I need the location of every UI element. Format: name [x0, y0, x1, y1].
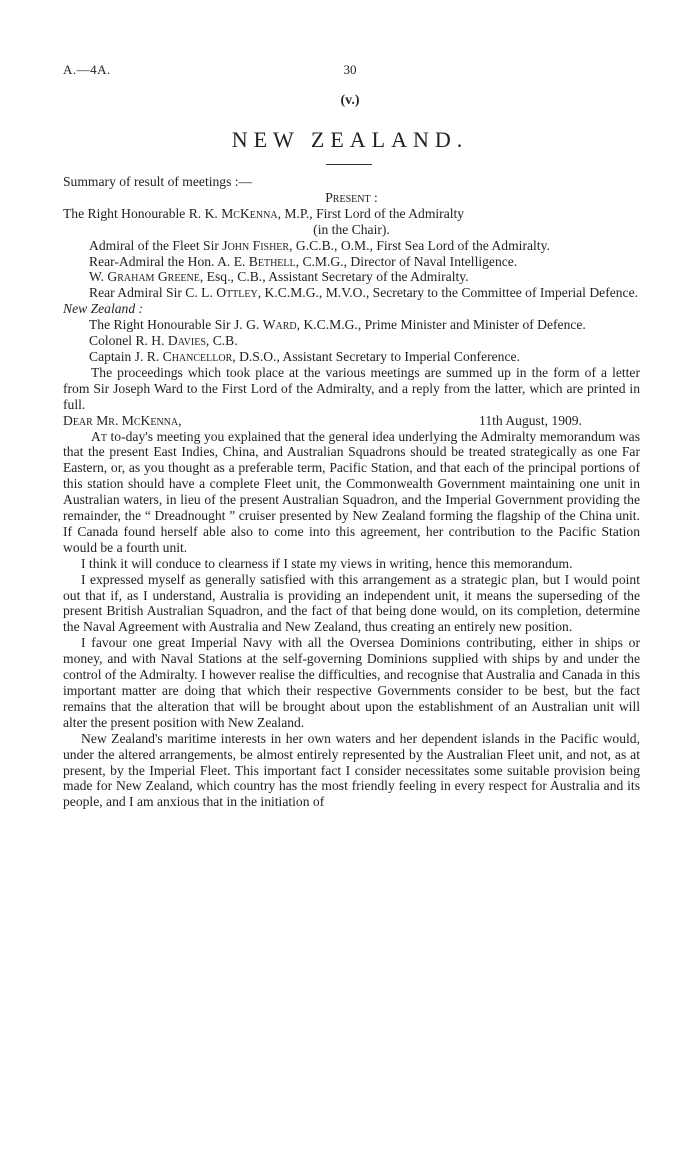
attendee-entry	[63, 349, 640, 365]
chair-suffix: , M.P., First Lord of the Admiralty	[277, 205, 465, 221]
attendee-entry	[63, 238, 640, 254]
title-rule	[326, 164, 372, 165]
attendee-suffix: , K.C.M.G., M.V.O., Secretary to the Committee of Imperial Defence.	[257, 285, 639, 301]
letter-header	[63, 413, 640, 429]
nz-attendee-list	[63, 317, 640, 365]
attendee-entry	[63, 333, 640, 349]
paragraph-text: to-day's meeting you explained that the general idea underlying the Admiralty memorandum was that the present East Indies, China, and Australian Squadrons should be treated strategically as one Far Eastern, or, as you thought as a preferable term, Pacific Station, and that each of the principal portions of this station should have a complete Fleet unit, the Commonwealth Government maintaining one unit in Australian waters, in lieu of the present Australian Squadron, and the Imperial Government providing the remainder, the “ Dreadnought ” cruiser presented by New Zealand forming the flagship of the China unit. If Canada found herself able also to come into this agreement, her contribution to the Pacific Station would be a fourth unit.	[63, 428, 640, 555]
chair-prefix: The Right Honourable R. K.	[63, 205, 222, 221]
attendee-prefix: W.	[89, 269, 108, 285]
attendee-prefix: Admiral of the Fleet Sir	[89, 237, 223, 253]
attendee-suffix: , D.S.O., Assistant Secretary to Imperial Conference.	[232, 348, 520, 364]
attendee-entry	[63, 285, 640, 301]
opening-word: At	[91, 428, 107, 444]
attendee-name: John Fisher	[222, 237, 290, 253]
chair-note: (in the Chair).	[313, 221, 390, 237]
attendee-entry	[63, 317, 640, 333]
attendee-name: Graham Greene	[107, 269, 200, 285]
attendee-prefix: Colonel R. H.	[89, 333, 168, 349]
letter-date: 11th August, 1909.	[479, 412, 582, 428]
proceedings-paragraph: The proceedings which took place at the various meetings are summed up in the form of a letter from Sir Joseph Ward to the First Lord of the Admiralty, and a reply from the latter, which are printed in full.	[63, 364, 640, 412]
present-heading: Present :	[325, 189, 378, 205]
intro-line: Summary of result of meetings :—	[63, 174, 253, 189]
attendee-suffix: , C.M.G., Director of Naval Intelligence.	[295, 253, 518, 269]
attendee-name: Chancellor	[162, 348, 233, 364]
section-number: (v.)	[340, 93, 360, 108]
letter-paragraph: New Zealand's maritime interests in her own waters and her dependent islands in the Pacific would, under the altered arrangements, be almost entirely represented by the Australian Fleet unit, and not, as at present, by the Imperial Fleet. This important fact I consider necessitates some suitable provision being made for New Zealand, which country has the most friendly feeling in every respect for Australia and its people, and I am anxious that in the initiation of	[63, 730, 640, 810]
letter-paragraph	[63, 429, 640, 556]
letter-salutation: Dear Mr. McKenna,	[63, 412, 182, 428]
attendee-prefix: The Right Honourable Sir J. G.	[89, 317, 263, 333]
letter-paragraph: I think it will conduce to clearness if I state my views in writing, hence this memorandum.	[81, 555, 573, 571]
attendee-list	[63, 238, 640, 302]
attendee-prefix: Captain J. R.	[89, 348, 163, 364]
page-number: 30	[343, 62, 357, 77]
attendee-entry	[63, 254, 640, 270]
page-title: NEW ZEALAND.	[231, 127, 469, 152]
nz-heading: New Zealand :	[63, 301, 144, 317]
chair-name: McKenna	[221, 205, 278, 221]
attendee-name: Davies	[167, 333, 206, 349]
attendee-prefix: Rear Admiral Sir C. L.	[89, 285, 217, 301]
attendee-name: Ottley	[216, 285, 258, 301]
attendee-suffix: , G.C.B., O.M., First Sea Lord of the Admiralty.	[289, 237, 550, 253]
attendee-suffix: , K.C.M.G., Prime Minister and Minister of Defence.	[296, 317, 586, 333]
letter-paragraph: I favour one great Imperial Navy with all the Oversea Dominions contributing, either in ships or money, and with Naval Stations at the self-governing Dominions supplied with ships by and under the control of the Admiralty. I however realise the difficulties, and recognise that Australia and Canada in this important matter are doing that which their respective Governments consider to be best, but the fact remains that the alteration that will be brought about upon the establishment of an Australian unit will alter the present position with New Zealand.	[63, 635, 640, 730]
attendee-prefix: Rear-Admiral the Hon. A. E.	[89, 253, 249, 269]
attendee-entry	[63, 269, 640, 285]
chair-entry	[63, 206, 640, 222]
attendee-suffix: , Esq., C.B., Assistant Secretary of the Admiralty.	[199, 269, 469, 285]
document-reference: A.—4A.	[63, 62, 111, 77]
attendee-name: Ward	[262, 317, 297, 333]
letter-paragraph: I expressed myself as generally satisfied with this arrangement as a strategic plan, but I would point out that if, as I understand, Australia is providing an independent unit, it means the superseding of the present British Australian Squadron, and the fact of that being done would, on its completion, determine the Naval Agreement with Australia and New Zealand, thus creating an entirely new position.	[63, 571, 640, 635]
document-body	[63, 174, 640, 810]
attendee-name: Bethell	[248, 253, 296, 269]
attendee-suffix: , C.B.	[205, 333, 238, 349]
